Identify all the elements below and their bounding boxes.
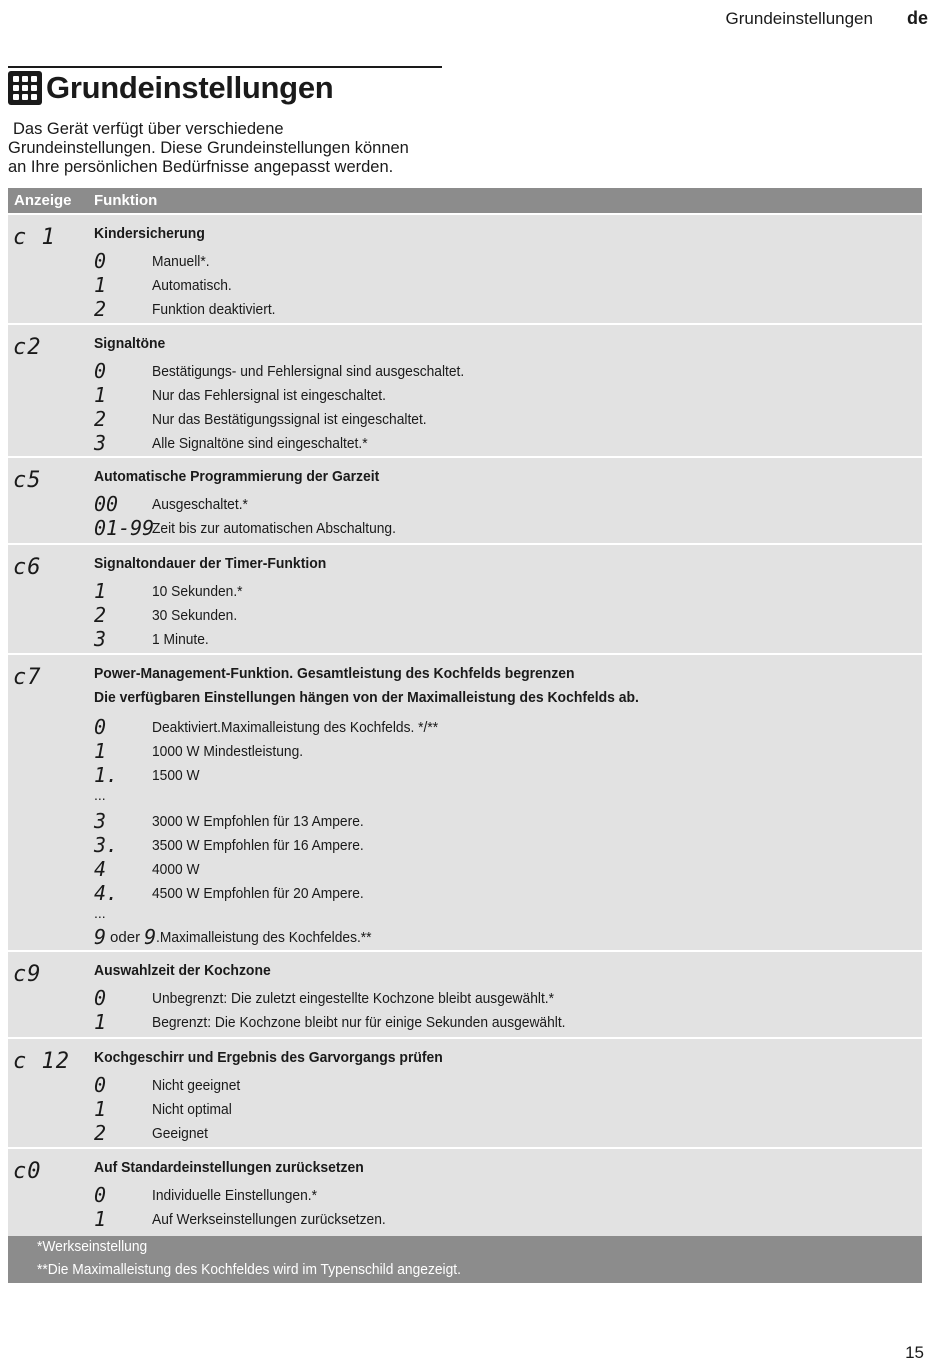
intro-paragraph xyxy=(8,120,448,177)
option-value: 0 xyxy=(94,359,107,383)
option-text: Bestätigungs- und Fehlersignal sind ausgeschaltet. xyxy=(152,362,465,380)
option-text: Manuell*. xyxy=(152,252,210,270)
setting-title: Signaltöne xyxy=(94,335,166,352)
option-row xyxy=(94,492,256,516)
option-row xyxy=(94,809,382,833)
option-text: 4500 W Empfohlen für 20 Ampere. xyxy=(152,884,364,902)
option-row xyxy=(94,603,245,627)
option-row xyxy=(94,763,204,787)
option-text: Nur das Bestätigungssignal ist eingeschaltet. xyxy=(152,410,427,428)
setting-code: c7 xyxy=(13,665,42,690)
keypad-grid-icon xyxy=(8,71,42,105)
section-heading xyxy=(8,66,442,106)
option-row xyxy=(94,359,491,383)
option-text: 3000 W Empfohlen für 13 Ampere. xyxy=(152,812,364,830)
option-value: 1 xyxy=(94,579,107,603)
option-row xyxy=(94,1097,239,1121)
option-value: 0 xyxy=(94,249,107,273)
option-row xyxy=(94,249,215,273)
ellipsis: ... xyxy=(94,787,106,803)
setting-block-c0 xyxy=(8,1149,922,1236)
option-text: Funktion deaktiviert. xyxy=(152,300,276,318)
option-value: 0 xyxy=(94,986,107,1010)
option-connector: oder xyxy=(110,928,141,946)
option-value: 9 xyxy=(94,925,107,949)
option-text: Begrenzt: Die Kochzone bleibt nur für einige Sekunden ausgewählt. xyxy=(152,1013,566,1031)
option-value: 1 xyxy=(94,1207,107,1231)
option-value: 0 xyxy=(94,1073,107,1097)
settings-table xyxy=(8,188,922,1236)
option-text: .Maximalleistung des Kochfeldes.** xyxy=(156,928,372,946)
option-row xyxy=(94,881,382,905)
option-value: 3 xyxy=(94,627,107,651)
option-text: Zeit bis zur automatischen Abschaltung. xyxy=(152,519,396,537)
option-value: 0 xyxy=(94,715,107,739)
setting-code: c 12 xyxy=(13,1049,70,1074)
setting-block-c6 xyxy=(8,545,922,655)
option-text: Individuelle Einstellungen.* xyxy=(152,1186,317,1204)
setting-code: c6 xyxy=(13,555,42,580)
option-row xyxy=(94,431,386,455)
setting-code: c5 xyxy=(13,468,42,493)
option-text: Unbegrenzt: Die zuletzt eingestellte Kochzone bleibt ausgewählt.* xyxy=(152,989,554,1007)
footnote-max-power: **Die Maximalleistung des Kochfeldes wird im Typenschild angezeigt. xyxy=(37,1261,461,1278)
option-row xyxy=(94,1121,213,1145)
setting-code: c2 xyxy=(13,335,42,360)
option-text: Alle Signaltöne sind eingeschaltet.* xyxy=(152,434,368,452)
option-row xyxy=(94,627,214,651)
option-row xyxy=(94,297,286,321)
option-row xyxy=(94,739,316,763)
page-number: 15 xyxy=(905,1343,924,1362)
option-text: 10 Sekunden.* xyxy=(152,582,243,600)
option-row xyxy=(94,407,451,431)
setting-block-c1 xyxy=(8,215,922,325)
option-value: 1. xyxy=(94,763,119,787)
setting-code: c0 xyxy=(13,1159,42,1184)
footnote-factory-setting: *Werkseinstellung xyxy=(37,1238,148,1255)
option-value: 2 xyxy=(94,1121,107,1145)
intro-line: Das Gerät verfügt über verschiedene xyxy=(13,120,284,138)
option-text: Geeignet xyxy=(152,1124,209,1142)
setting-block-c12 xyxy=(8,1039,922,1149)
option-value: 3 xyxy=(94,809,107,833)
page-title: Grundeinstellungen xyxy=(46,70,334,105)
option-text: Auf Werkseinstellungen zurücksetzen. xyxy=(152,1210,386,1228)
option-row xyxy=(94,986,589,1010)
option-text: Nur das Fehlersignal ist eingeschaltet. xyxy=(152,386,386,404)
header-language: de xyxy=(906,8,928,28)
option-row xyxy=(94,715,463,739)
option-value: 2 xyxy=(94,407,107,431)
option-text: Automatisch. xyxy=(152,276,232,294)
setting-title: Power-Management-Funktion. Gesamtleistung des Kochfelds begrenzen xyxy=(94,665,575,682)
option-value: 3. xyxy=(94,833,119,857)
option-row xyxy=(94,1207,406,1231)
option-text: 1000 W Mindestleistung. xyxy=(152,742,304,760)
option-text: 30 Sekunden. xyxy=(152,606,238,624)
header-section: Grundeinstellungen xyxy=(725,9,873,28)
option-row xyxy=(94,579,250,603)
option-value: 1 xyxy=(94,383,107,407)
option-value: 3 xyxy=(94,431,107,455)
setting-block-c9 xyxy=(8,952,922,1039)
option-text: 3500 W Empfohlen für 16 Ampere. xyxy=(152,836,364,854)
option-value: 00 xyxy=(94,492,119,516)
setting-code: c9 xyxy=(13,962,42,987)
setting-title: Kochgeschirr und Ergebnis des Garvorgangs prüfen xyxy=(94,1049,443,1066)
option-value: 4 xyxy=(94,857,107,881)
setting-code: c 1 xyxy=(13,225,56,250)
setting-subtitle: Die verfügbaren Einstellungen hängen von der Maximalleistung des Kochfelds ab. xyxy=(94,689,639,706)
option-text: Nicht geeignet xyxy=(152,1076,241,1094)
option-value: 1 xyxy=(94,739,107,763)
option-row xyxy=(94,833,382,857)
option-value: 1 xyxy=(94,1097,107,1121)
setting-title: Signaltondauer der Timer-Funktion xyxy=(94,555,327,572)
option-value: 9 xyxy=(144,925,157,949)
ellipsis: ... xyxy=(94,905,106,921)
setting-block-c2 xyxy=(8,325,922,458)
option-value: 2 xyxy=(94,297,107,321)
intro-line: an Ihre persönlichen Bedürfnisse angepasst werden. xyxy=(8,158,394,176)
option-text: 1500 W xyxy=(152,766,200,784)
setting-block-c5 xyxy=(8,458,922,545)
setting-title: Automatische Programmierung der Garzeit xyxy=(94,468,380,485)
option-row xyxy=(94,383,406,407)
option-text: 1 Minute. xyxy=(152,630,209,648)
column-header-function: Funktion xyxy=(94,192,158,209)
option-row xyxy=(94,1010,601,1034)
option-row xyxy=(94,1183,331,1207)
option-text: Deaktiviert.Maximalleistung des Kochfelds. */** xyxy=(152,718,439,736)
option-row xyxy=(94,1073,248,1097)
option-text: Ausgeschaltet.* xyxy=(152,495,248,513)
option-value: 01-99 xyxy=(94,516,155,540)
option-row xyxy=(94,273,239,297)
setting-title: Kindersicherung xyxy=(94,225,205,242)
option-row xyxy=(94,516,417,540)
table-header xyxy=(8,188,922,215)
option-text: 4000 W xyxy=(152,860,200,878)
option-value: 2 xyxy=(94,603,107,627)
option-row-max xyxy=(94,925,390,949)
option-row xyxy=(94,857,204,881)
table-footnotes xyxy=(8,1236,922,1283)
option-value: 1 xyxy=(94,1010,107,1034)
setting-block-c7 xyxy=(8,655,922,952)
setting-title: Auswahlzeit der Kochzone xyxy=(94,962,271,979)
option-value: 0 xyxy=(94,1183,107,1207)
option-value: 1 xyxy=(94,273,107,297)
setting-title: Auf Standardeinstellungen zurücksetzen xyxy=(94,1159,364,1176)
option-text: Nicht optimal xyxy=(152,1100,232,1118)
option-value: 4. xyxy=(94,881,119,905)
column-header-display: Anzeige xyxy=(14,192,72,209)
running-header xyxy=(726,8,928,29)
intro-line: Grundeinstellungen. Diese Grundeinstellungen können xyxy=(8,139,409,157)
